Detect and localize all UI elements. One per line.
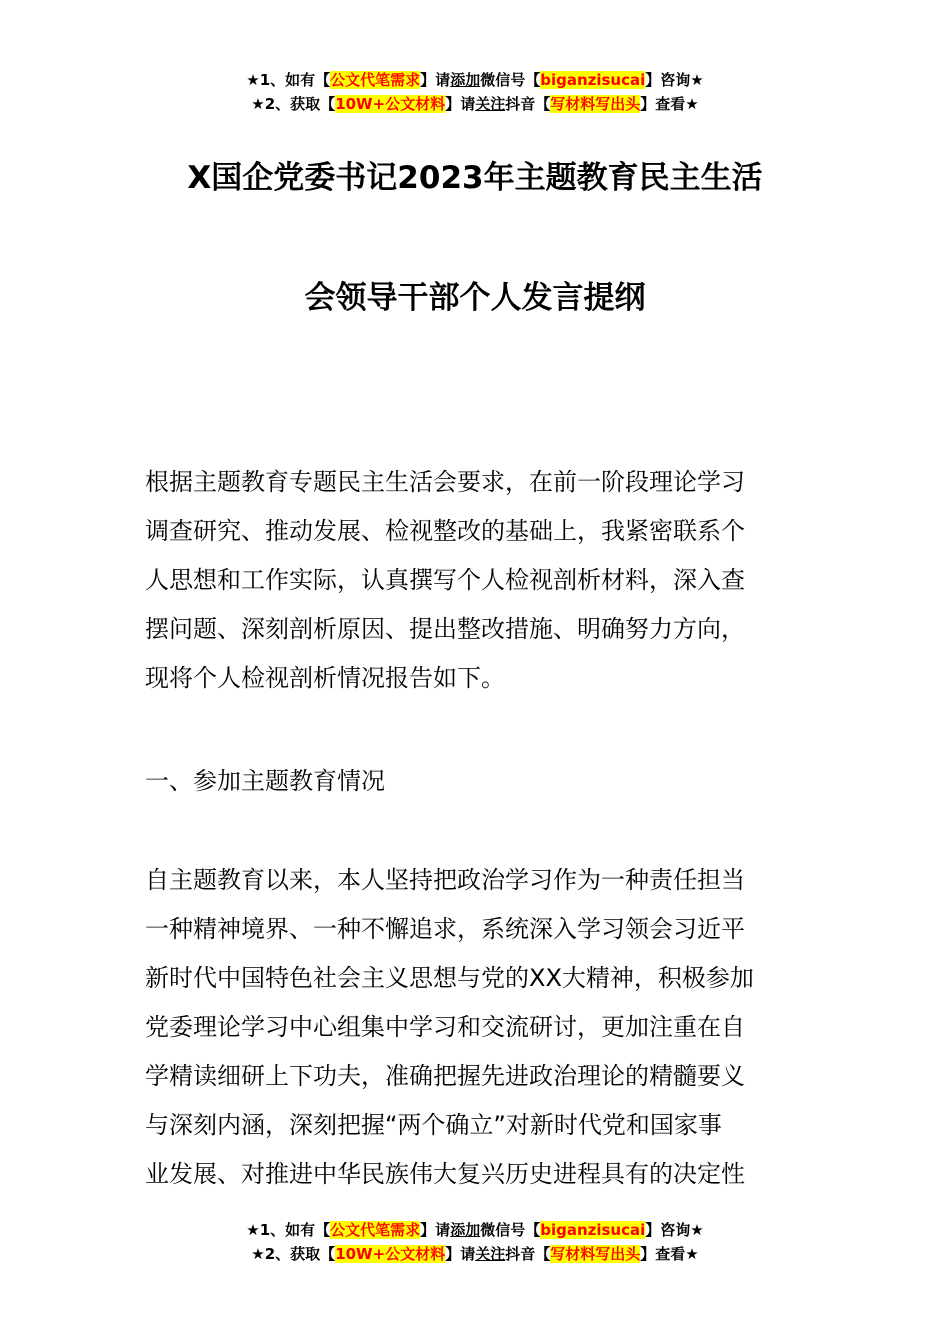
- promo-text: 】咨询★: [645, 1221, 704, 1239]
- promo-underline: 关注: [475, 1245, 506, 1263]
- paragraph-line: 党委理论学习中心组集中学习和交流研讨，更加注重在自: [145, 1013, 745, 1041]
- body-paragraph: [145, 856, 810, 1199]
- paragraph-line: 学精读细研上下功夫，准确把握先进政治理论的精髓要义: [145, 1062, 745, 1090]
- promo-text: ★2、获取【: [251, 1245, 336, 1263]
- promo-highlight: 公文代笔需求: [330, 1221, 421, 1239]
- promo-highlight: 写材料写出头: [550, 95, 641, 113]
- promo-text: 】请: [420, 1221, 451, 1239]
- promo-line-2: [0, 1242, 950, 1266]
- section-heading: [145, 757, 810, 806]
- paragraph-line: 调查研究、推动发展、检视整改的基础上，我紧密联系个: [145, 517, 745, 545]
- promo-text: 】咨询★: [645, 71, 704, 89]
- promo-text: 】查看★: [640, 1245, 699, 1263]
- footer-promo: [0, 1218, 950, 1266]
- promo-highlight: 写材料写出头: [550, 1245, 641, 1263]
- paragraph-line: 根据主题教育专题民主生活会要求，在前一阶段理论学习: [145, 468, 745, 496]
- document-title-line-1: X国企党委书记2023年主题教育民主生活: [187, 160, 763, 196]
- promo-highlight: 公文代笔需求: [330, 71, 421, 89]
- paragraph-line: 自主题教育以来，本人坚持把政治学习作为一种责任担当: [145, 866, 745, 894]
- paragraph-line: 业发展、对推进中华民族伟大复兴历史进程具有的决定性: [145, 1160, 745, 1188]
- promo-highlight: 10W+公文材料: [335, 1245, 446, 1263]
- promo-highlight: biganzisucai: [540, 71, 646, 89]
- paragraph-line: 摆问题、深刻剖析原因、提出整改措施、明确努力方向，: [145, 615, 745, 643]
- promo-text: ★2、获取【: [251, 95, 336, 113]
- promo-text: 】请: [420, 71, 451, 89]
- promo-text: 微信号【: [480, 1221, 541, 1239]
- promo-text: 微信号【: [480, 71, 541, 89]
- promo-text: ★1、如有【: [246, 71, 331, 89]
- paragraph-line: 现将个人检视剖析情况报告如下。: [145, 664, 505, 692]
- promo-text: 抖音【: [505, 95, 551, 113]
- promo-line-1: [0, 1218, 950, 1242]
- paragraph-line: 一种精神境界、一种不懈追求，系统深入学习领会习近平: [145, 915, 745, 943]
- header-promo: [0, 68, 950, 116]
- promo-line-1: [0, 68, 950, 92]
- document-title-line-2: 会领导干部个人发言提纲: [304, 280, 646, 316]
- promo-underline: 关注: [475, 95, 506, 113]
- promo-text: ★1、如有【: [246, 1221, 331, 1239]
- promo-underline: 添加: [450, 71, 481, 89]
- promo-highlight: 10W+公文材料: [335, 95, 446, 113]
- promo-text: 】查看★: [640, 95, 699, 113]
- paragraph-line: 人思想和工作实际，认真撰写个人检视剖析材料，深入查: [145, 566, 745, 594]
- promo-line-2: [0, 92, 950, 116]
- promo-text: 】请: [445, 95, 476, 113]
- promo-text: 】请: [445, 1245, 476, 1263]
- paragraph-line: 新时代中国特色社会主义思想与党的XX大精神，积极参加: [145, 964, 754, 992]
- heading-text: 一、参加主题教育情况: [145, 767, 385, 795]
- promo-text: 抖音【: [505, 1245, 551, 1263]
- paragraph-line: 与深刻内涵，深刻把握“两个确立”对新时代党和国家事: [145, 1111, 722, 1139]
- promo-highlight: biganzisucai: [540, 1221, 646, 1239]
- promo-underline: 添加: [450, 1221, 481, 1239]
- intro-paragraph: [145, 458, 810, 703]
